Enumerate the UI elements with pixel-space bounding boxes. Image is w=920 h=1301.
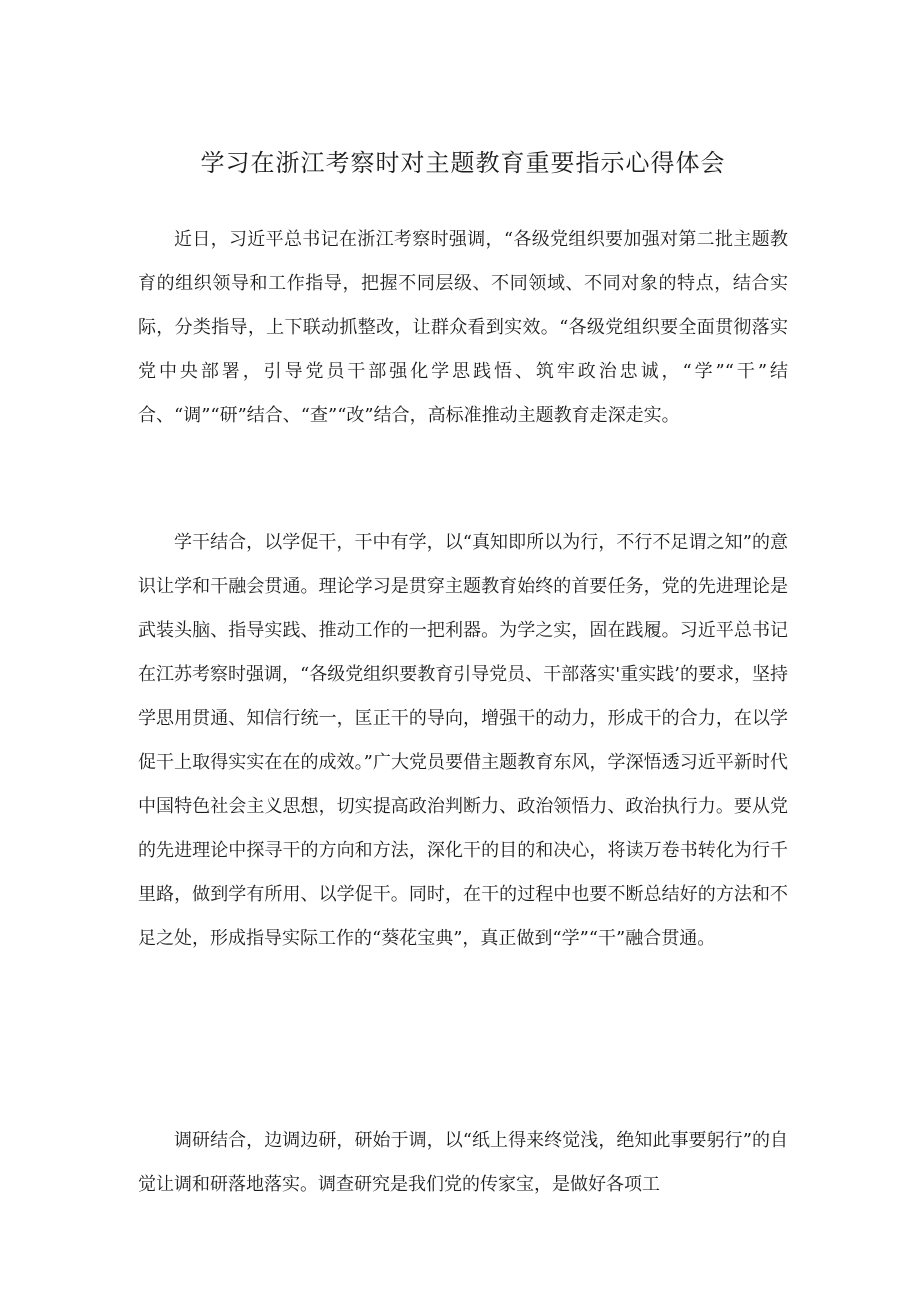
- document-title: 学习在浙江考察时对主题教育重要指示心得体会: [200, 149, 726, 177]
- paragraph-1: 近日，习近平总书记在浙江考察时强调，“各级党组织要加强对第二批主题教育的组织领导和工作指导，把握不同层级、不同领域、不同对象的特点，结合实际，分类指导，上下联动抓整改，让群众看到实效。“各级党组织要全面贯彻落实党中央部署，引导党员干部强化学思践悟、筑牢政治忠诚，“学”“干”结合、“调”“研”结合、“查”“改”结合，高标准推动主题教育走深走实。: [138, 229, 788, 426]
- paragraph-2: 学干结合，以学促干，干中有学，以“真知即所以为行，不行不足谓之知”的意识让学和干融会贯通。理论学习是贯穿主题教育始终的首要任务，党的先进理论是武装头脑、指导实践、推动工作的一把利器。为学之实，固在践履。习近平总书记在江苏考察时强调，“各级党组织要教育引导党员、干部落实'重实践’的要求，坚持学思用贯通、知信行统一，匡正干的导向，增强干的动力，形成干的合力，在以学促干上取得实实在在的成效。”广大党员要借主题教育东风，学深悟透习近平新时代中国特色社会主义思想，切实提高政治判断力、政治领悟力、政治执行力。要从党的先进理论中探寻干的方向和方法，深化干的目的和决心，将读万卷书转化为行千里路，做到学有所用、以学促干。同时，在干的过程中也要不断总结好的方法和不足之处，形成指导实际工作的“葵花宝典”，真正做到“学”“干”融合贯通。: [138, 532, 788, 949]
- paragraph-3: 调研结合，边调边研，研始于调，以“纸上得来终觉浅，绝知此事要躬行”的自觉让调和研落地落实。调查研究是我们党的传家宝，是做好各项工: [138, 1130, 788, 1195]
